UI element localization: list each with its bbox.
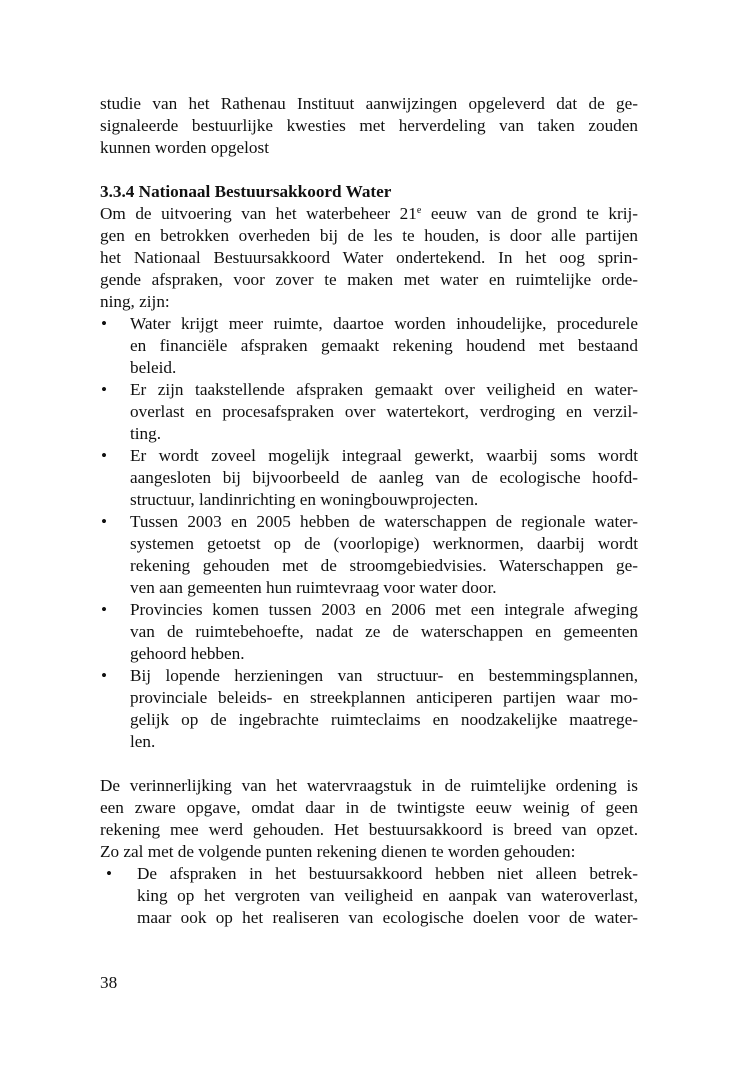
text-line: en financiële afspraken gemaakt rekening houdend met bestaand [130, 336, 638, 355]
agreements-list [100, 313, 638, 753]
text-line: len. [130, 732, 156, 751]
paragraph-gap [100, 753, 638, 775]
bullet-icon: • [101, 314, 108, 333]
list-item [100, 445, 638, 511]
text-line: aangesloten bij bijvoorbeeld de aanleg van de ecologische hoofd- [130, 468, 638, 487]
intro-paragraph [100, 93, 638, 159]
text-line: ven aan gemeenten hun ruimtevraag voor water door. [130, 578, 497, 597]
text-line: ning, zijn: [100, 292, 170, 311]
bullet-icon: • [101, 512, 108, 531]
text-line: signaleerde bestuurlijke kwesties met herverdeling van taken zouden [100, 116, 638, 135]
text-line: beleid. [130, 358, 177, 377]
considerations-list [100, 863, 638, 929]
superscript: e [416, 205, 422, 216]
text-line: Provincies komen tussen 2003 en 2006 met een integrale afweging [130, 600, 638, 619]
section-heading: 3.3.4 Nationaal Bestuursakkoord Water [100, 182, 392, 201]
text-line: van de ruimtebehoefte, nadat ze de waterschappen en gemeenten [130, 622, 638, 641]
text-line: Er zijn taakstellende afspraken gemaakt over veiligheid en water- [130, 380, 638, 399]
text-line: Water krijgt meer ruimte, daartoe worden inhoudelijke, procedurele [130, 314, 638, 333]
list-item [100, 313, 638, 379]
text-line: studie van het Rathenau Instituut aanwijzingen opgeleverd dat de ge- [100, 94, 638, 113]
text-line: structuur, landinrichting en woningbouwprojecten. [130, 490, 479, 509]
bullet-icon: • [101, 380, 108, 399]
closing-paragraph [100, 775, 638, 863]
text-fragment: Om de uitvoering van het waterbeheer 21 [100, 204, 417, 223]
page-body [100, 93, 638, 929]
bullet-icon: • [101, 600, 108, 619]
text-line: gehoord hebben. [130, 644, 245, 663]
text-line: Er wordt zoveel mogelijk integraal gewerkt, waarbij soms wordt [130, 446, 638, 465]
text-line: Zo zal met de volgende punten rekening dienen te worden gehouden: [100, 842, 576, 861]
text-line: gelijk op de ingebrachte ruimteclaims en noodzakelijke maatrege- [130, 710, 638, 729]
text-line: gen en betrokken overheden bij de les te houden, is door alle partijen [100, 226, 638, 245]
list-item [100, 665, 638, 753]
text-line: Tussen 2003 en 2005 hebben de waterschappen de regionale water- [130, 512, 638, 531]
text-line: gende afspraken, voor zover te maken met water en ruimtelijke orde- [100, 270, 638, 289]
text-line: een zware opgave, omdat daar in de twintigste eeuw weinig of geen [100, 798, 638, 817]
text-line: De verinnerlijking van het watervraagstuk in de ruimtelijke ordening is [100, 776, 638, 795]
list-item [100, 599, 638, 665]
text-line: kunnen worden opgelost [100, 138, 269, 157]
bullet-icon: • [101, 446, 108, 465]
text-line [100, 203, 638, 225]
text-line: De afspraken in het bestuursakkoord hebben niet alleen betrek- [137, 864, 638, 883]
page-number: 38 [100, 973, 118, 992]
text-line: king op het vergroten van veiligheid en aanpak van wateroverlast, [137, 886, 638, 905]
text-line: maar ook op het realiseren van ecologische doelen voor de water- [137, 908, 638, 927]
text-line: systemen getoetst op de (voorlopige) werknormen, daarbij wordt [130, 534, 638, 553]
text-fragment: eeuw van de grond te krij- [421, 204, 638, 223]
bullet-icon: • [106, 864, 113, 883]
section-paragraph [100, 203, 638, 313]
paragraph-gap [100, 159, 638, 181]
list-item [100, 379, 638, 445]
text-line: rekening gehouden met de stroomgebiedvisies. Waterschappen ge- [130, 556, 638, 575]
bullet-icon: • [101, 666, 108, 685]
list-item [100, 863, 638, 929]
text-line: het Nationaal Bestuursakkoord Water ondertekend. In het oog sprin- [100, 248, 638, 267]
text-line: ting. [130, 424, 162, 443]
list-item [100, 511, 638, 599]
text-line: Bij lopende herzieningen van structuur- en bestemmingsplannen, [130, 666, 638, 685]
text-line: overlast en procesafspraken over watertekort, verdroging en verzil- [130, 402, 638, 421]
text-line: rekening mee werd gehouden. Het bestuursakkoord is breed van opzet. [100, 820, 638, 839]
text-line: provinciale beleids- en streekplannen anticiperen partijen waar mo- [130, 688, 638, 707]
